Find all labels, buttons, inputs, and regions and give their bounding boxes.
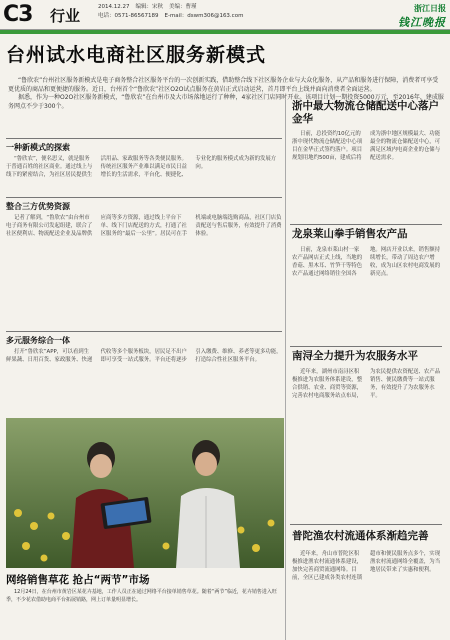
- paper-name: 钱江晚报: [398, 16, 446, 29]
- designer-name: 美编：曹瑾: [169, 4, 197, 10]
- lead-text-2: 据悉，作为一种O2O社区服务新模式，“鲁欣农”在台州市及大市场落地运行了种种，4家社区门店同时开业。该项目计划一期投资5000万元，至2016年，建成服务网点不少于300个。: [8, 94, 444, 110]
- email-address: E-mail：dswm306@163.com: [164, 13, 244, 19]
- divider: [290, 224, 442, 225]
- paper-region: 浙江日报: [414, 3, 446, 13]
- flower-field-photo: [6, 418, 284, 568]
- section-body-2: 记者了解到，“鲁欣农”由台州市电子商务有限公司发起组建，联合了社区便利店、物流配送企业及品牌供应商等多方资源，通过线上平台下单、线下门店配送的方式，打通了社区服务的“最后一公里”。居民可在手机端或电脑端选购商品，社区门店负责配送与售后服务，有效提升了消费体验。: [6, 215, 282, 237]
- divider: [6, 197, 282, 198]
- right-headline-3: 南浔全力提升为农服务水平: [292, 350, 418, 362]
- right-column: [285, 100, 445, 640]
- news-photo: [6, 418, 284, 568]
- section-body-3: 打开“鲁欣农”APP，可以看到生鲜果蔬、日用百货、家政服务、快递代收等多个服务板块，居民足不出户即可享受一站式服务。平台还将逐步引入缴费、维修、养老等更多功能，打造综合性社区服务平台。: [6, 349, 282, 363]
- page-number: C3: [3, 2, 33, 27]
- main-headline: 台州试水电商社区服务新模式: [6, 44, 267, 66]
- page-header: [0, 0, 450, 30]
- section-heading-2: 整合三方优势资源: [6, 202, 70, 211]
- right-headline-2: 龙泉莱山拳手销售农产品: [292, 228, 408, 240]
- right-body-3: 近年来，湖州市南浔区积极推进为农服务体系建设，整合供销、农业、商贸等资源，完善农村电商服务站点布局，为农民提供农资配送、农产品销售、便民缴费等一站式服务，有效提升了为农服务水平。: [292, 369, 441, 399]
- photo-caption: 12月24日，在台州市黄岩区某花卉基地，工作人员正在通过网络平台接单销售草花。随着“两节”临近，花卉销售进入旺季，不少花农借助电商平台拓展销路，网上订单量明显增长。: [6, 589, 277, 603]
- section-heading-1: 一种新模式的探索: [6, 143, 70, 152]
- section-heading-3: 多元服务综合一体: [6, 336, 70, 345]
- right-body-1: 日前，总投资约10亿元的浙中现代物流仓储配送中心项目在金华正式签约落户。项目规划用地约500亩，建成后将成为浙中地区规模最大、功能最全的物流仓储配送中心，可满足区域内电商企业的仓储与配送需求。: [292, 131, 441, 161]
- editor-name: 编辑：宋秋: [135, 4, 164, 10]
- header-info: [98, 3, 249, 21]
- section-body-1: “鲁欣农”，便名思义，就是服务于普通百姓的社区商业。通过线上与线下的紧密结合，为社区居民提供生活用品、家政服务等各类便民服务。传统社区服务产业难以满足市民日益增长的生活需求，平台化、便捷化、专业化的服务模式成为新的发展方向。: [6, 156, 277, 178]
- divider: [6, 331, 282, 332]
- right-body-2: 日前，龙泉市莱山村一家农产品网店正式上线，当地的香菇、黑木耳、竹笋干等特色农产品通过网络销往全国各地。网店开业以来，销售额持续增长，带动了周边农户增收，成为山区农村电商发展的新亮点。: [292, 247, 441, 277]
- issue-date: 2014.12.27: [98, 4, 130, 10]
- right-headline-1: 浙中最大物流仓储配送中心落户金华: [292, 100, 439, 125]
- right-body-4: 近年来，舟山市普陀区积极推进渔农村流通体系建设，加快完善商贸流通网络。目前，全区已建成各类农村连锁超市和便民服务点多个，实现渔农村流通网络全覆盖，为当地居民带来了实惠和便利。: [292, 551, 441, 581]
- divider: [290, 346, 442, 347]
- header-strip: [0, 30, 450, 34]
- phone-number: 电话：0571-86567189: [98, 13, 159, 19]
- lead-text-1: “鲁欣农”台州社区服务新模式是电子商务整合社区服务平台的一次创新实践，借助整合线下社区服务企业与大众化服务，从产品和服务进行保障，消费者可享受更优质的商品和更便捷的服务。近日，台州首个“鲁欣农”社区O2O试点服务在黄岩正式启动运营，首月即平台上线并面向消费者全面运营。: [8, 77, 439, 93]
- newspaper-masthead: [398, 3, 446, 30]
- divider: [290, 524, 442, 525]
- divider: [6, 138, 282, 139]
- section-name: 行业: [50, 7, 81, 25]
- photo-headline: 网络销售草花 抢占“两节”市场: [6, 574, 150, 586]
- right-headline-4: 普陀渔农村流通体系渐趋完善: [292, 530, 429, 542]
